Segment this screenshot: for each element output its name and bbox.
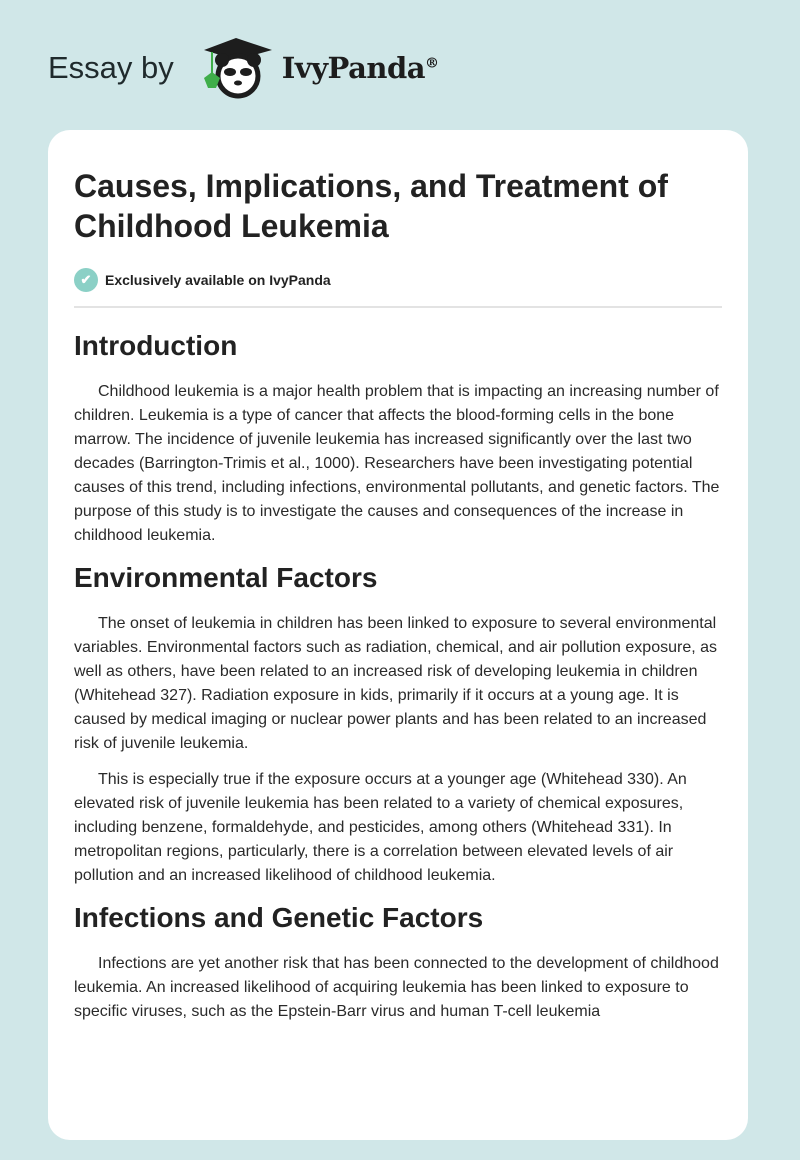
section-heading: Environmental Factors — [74, 562, 378, 593]
paragraph: Childhood leukemia is a major health problem that is impacting an increasing number of children. Leukemia is a type of cancer that affects the blood-forming cells in the bone marrow. The incidence of juvenile leukemia has increased significantly over the last two decades (Barrington-Trimis et al., 1000). Researchers have been investigating potential causes of this trend, including infections, environmental pollutants, and genetic factors. The purpose of this study is to investigate the causes and consequences of the increase in childhood leukemia. — [74, 383, 720, 544]
panda-logo-icon — [192, 36, 274, 100]
paragraph: The onset of leukemia in children has been linked to exposure to several environmental variables. Environmental factors such as radiation, chemical, and air pollution exposure, as well as others, have been related to an increased risk of developing leukemia in children (Whitehead 327). Radiation exposure in kids, primarily if it occurs at a young age. It is caused by medical imaging or nuclear power plants and has been related to an increased risk of juvenile leukemia. — [74, 615, 717, 752]
section-heading: Introduction — [74, 330, 238, 361]
brand-name: IvyPanda — [281, 51, 426, 85]
section-heading: Infections and Genetic Factors — [74, 902, 484, 933]
registered-mark: ® — [425, 55, 439, 72]
paragraph: This is especially true if the exposure occurs at a younger age (Whitehead 330). An elevated risk of juvenile leukemia has been related to a variety of chemical exposures, including benzene, formaldehyde, and pesticides, among others (Whitehead 331). In metropolitan regions, particularly, there is a correlation between elevated levels of air pollution and an increased likelihood of childhood leukemia. — [74, 771, 687, 884]
essay-title: Causes, Implications, and Treatment of Childhood Leukemia — [74, 168, 668, 244]
ivypanda-wordmark — [282, 51, 439, 85]
essay-by-label: Essay by — [48, 50, 174, 85]
paragraph: Infections are yet another risk that has been connected to the development of childhood leukemia. An increased likelihood of acquiring leukemia has been linked to exposure to specific viruses, such as the Epstein-Barr virus and human T-cell leukemia — [74, 955, 719, 1020]
exclusive-badge — [74, 268, 722, 308]
badge-text: Exclusively available on IvyPanda — [105, 272, 331, 288]
brand-logo[interactable] — [48, 36, 439, 100]
check-icon: ✔ — [74, 268, 98, 292]
essay-card — [48, 130, 748, 1140]
